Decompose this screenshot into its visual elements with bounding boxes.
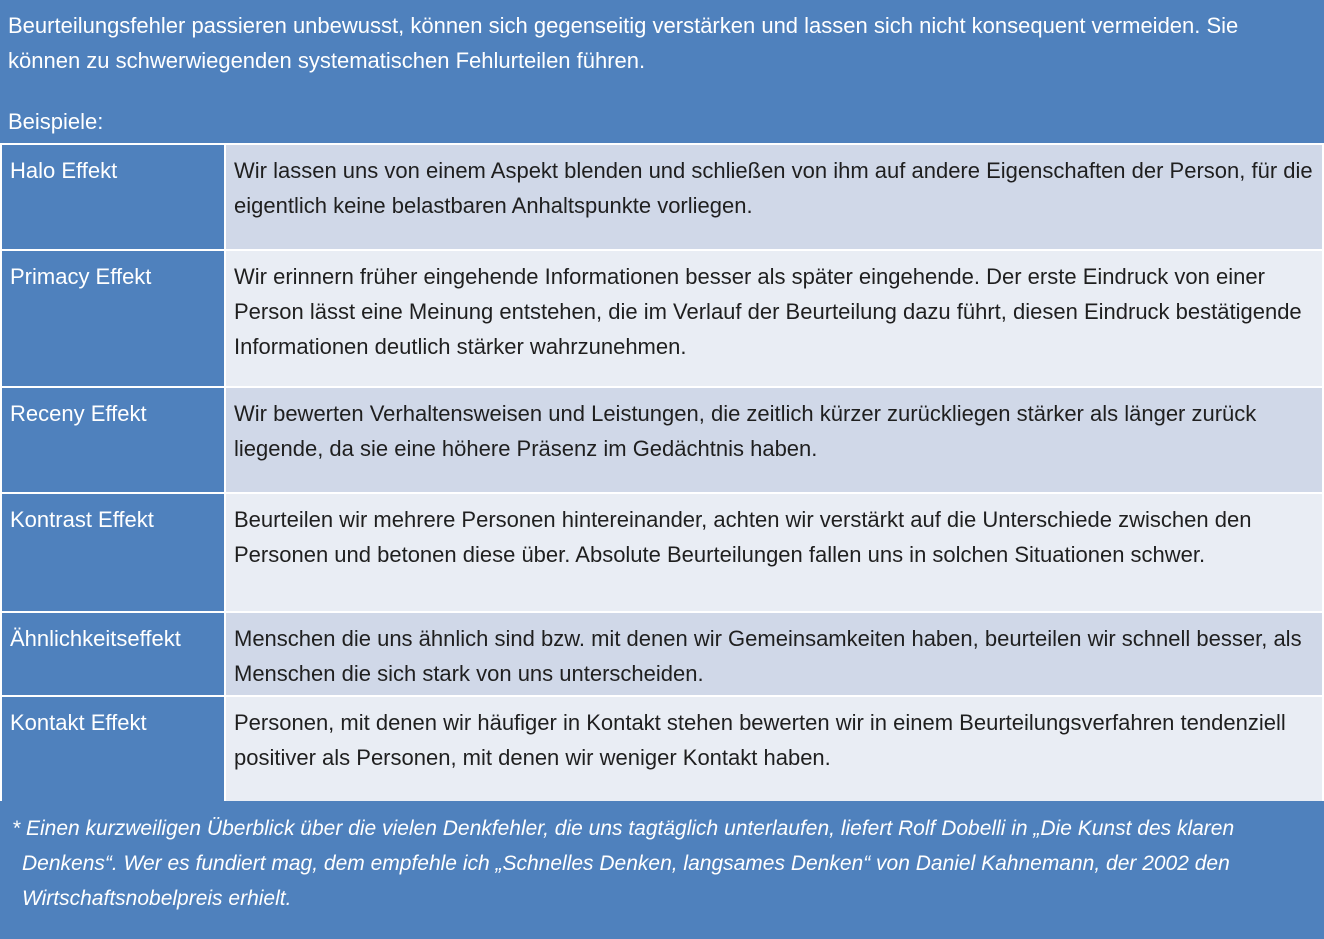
effect-term: Kontakt Effekt bbox=[1, 696, 225, 802]
effect-description: Wir lassen uns von einem Aspekt blenden und schließen von ihm auf andere Eigenschaften der Person, für die eigentlich keine belastbaren Anhaltspunkte vorliegen. bbox=[225, 144, 1323, 250]
table-row bbox=[1, 493, 1323, 612]
table-row bbox=[1, 144, 1323, 250]
effect-description: Personen, mit denen wir häufiger in Kontakt stehen bewerten wir in einem Beurteilungsverfahren tendenziell positiver als Personen, mit denen wir weniger Kontakt haben. bbox=[225, 696, 1323, 802]
effect-term: Primacy Effekt bbox=[1, 250, 225, 387]
table-row bbox=[1, 250, 1323, 387]
footnote-text: * Einen kurzweiligen Überblick über die vielen Denkfehler, die uns tagtäglich unterlaufen, liefert Rolf Dobelli in „Die Kunst des klaren Denkens“. Wer es fundiert mag, dem empfehle ich „Schnelles Denken, langsames Denken“ von Daniel Kahnemann, der 2002 den Wirtschaftsnobelpreis erhielt. bbox=[12, 817, 1235, 910]
effect-term: Receny Effekt bbox=[1, 387, 225, 493]
effect-term: Kontrast Effekt bbox=[1, 493, 225, 612]
effect-description: Wir bewerten Verhaltensweisen und Leistungen, die zeitlich kürzer zurückliegen stärker als länger zurück liegende, da sie eine höhere Präsenz im Gedächtnis haben. bbox=[225, 387, 1323, 493]
table-row bbox=[1, 612, 1323, 696]
effect-description: Beurteilen wir mehrere Personen hintereinander, achten wir verstärkt auf die Unterschiede zwischen den Personen und betonen diese über. Absolute Beurteilungen fallen uns in solchen Situationen schwer. bbox=[225, 493, 1323, 612]
effect-term: Ähnlichkeitseffekt bbox=[1, 612, 225, 696]
table-row bbox=[1, 696, 1323, 802]
intro-text: Beurteilungsfehler passieren unbewusst, können sich gegenseitig verstärken und lassen sich nicht konsequent vermeiden. Sie können zu schwerwiegenden systematischen Fehlurteilen führen. bbox=[8, 13, 1239, 73]
footnote-panel bbox=[0, 801, 1324, 939]
intro-panel bbox=[0, 0, 1324, 143]
effect-term: Halo Effekt bbox=[1, 144, 225, 250]
effect-description: Menschen die uns ähnlich sind bzw. mit denen wir Gemeinsamkeiten haben, beurteilen wir schnell besser, als Menschen die sich stark von uns unterscheiden. bbox=[225, 612, 1323, 696]
examples-label: Beispiele: bbox=[8, 109, 104, 134]
table-row bbox=[1, 387, 1323, 493]
effects-table bbox=[0, 143, 1324, 803]
effect-description: Wir erinnern früher eingehende Informationen besser als später eingehende. Der erste Eindruck von einer Person lässt eine Meinung entstehen, die im Verlauf der Beurteilung dazu führt, diesen Eindruck bestätigende Informationen deutlich stärker wahrzunehmen. bbox=[225, 250, 1323, 387]
